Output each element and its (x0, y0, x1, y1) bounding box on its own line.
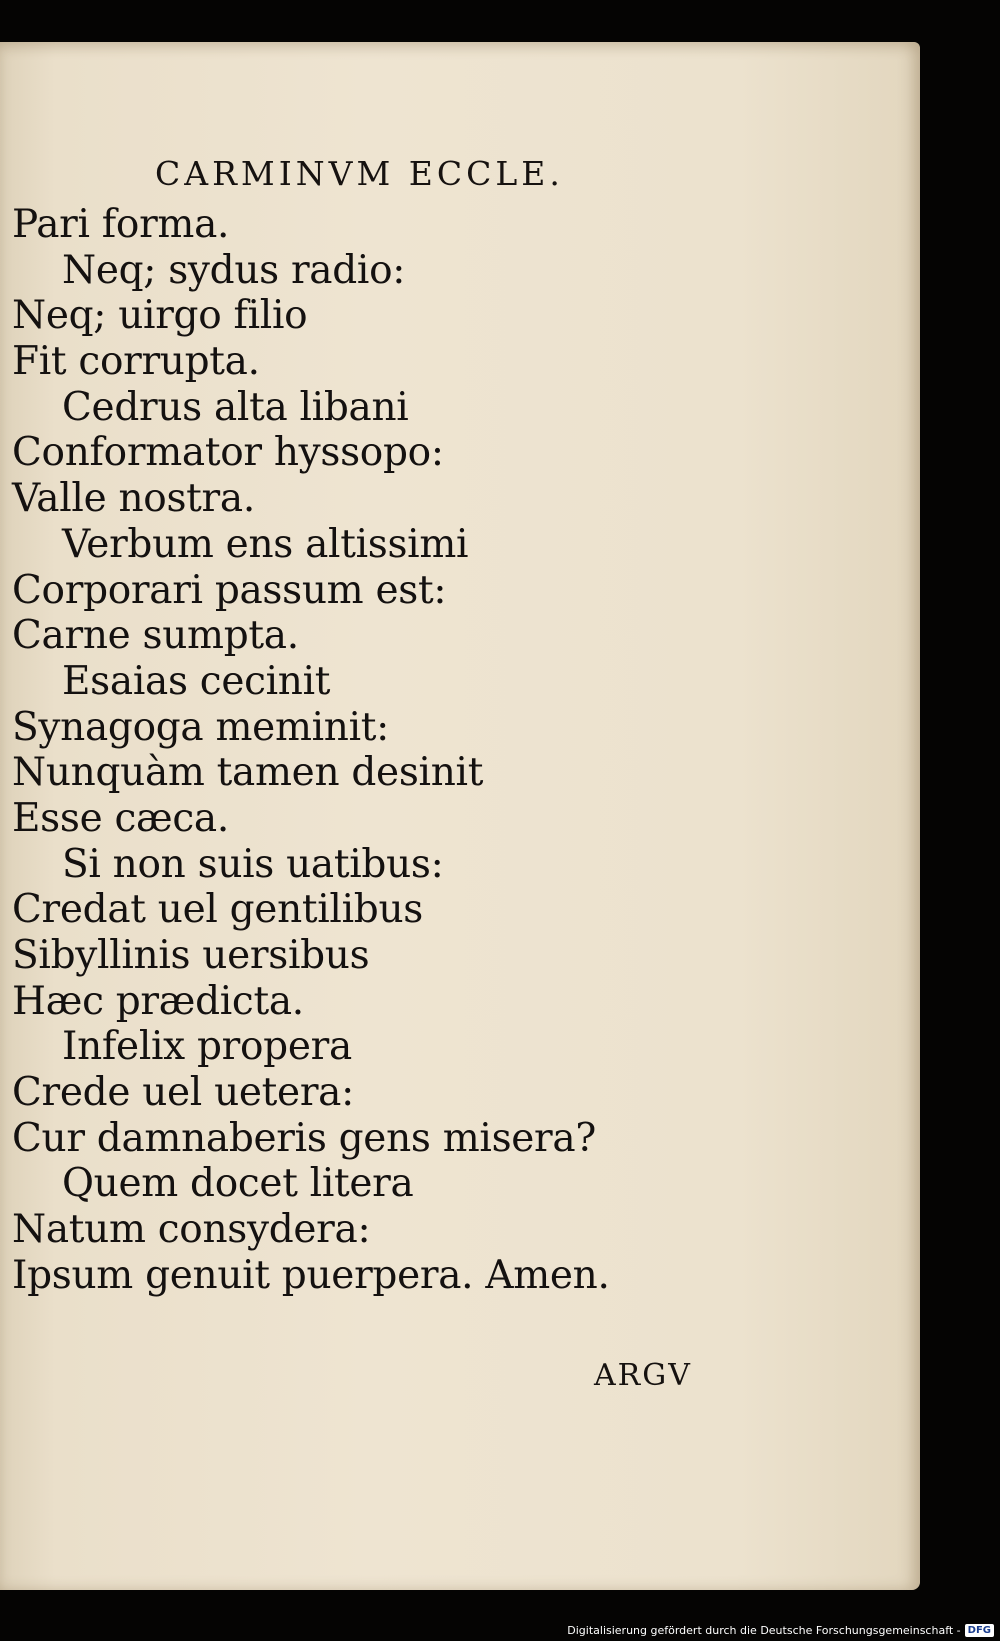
verse-line: Infelix propera (62, 1024, 352, 1070)
verse-line: Neq; sydus radio: (62, 247, 406, 293)
verse-line: Ipsum genuit puerpera. Amen. (12, 1252, 610, 1298)
verse-line: Sibyllinis uersibus (12, 933, 370, 978)
verse-line: Carne sumpta. (12, 613, 299, 659)
verse-line: Verbum ens altissimi (62, 521, 469, 567)
footer-credit-text: Digitalisierung gefördert durch die Deutsche Forschungsgemeinschaft - (567, 1624, 961, 1637)
verse-line: Synagoga meminit: (12, 704, 389, 750)
book-page (0, 42, 920, 1590)
verse-line: Cur damnaberis gens misera? (12, 1115, 596, 1161)
dfg-logo-icon: DFG (965, 1624, 994, 1637)
verse-line: Cedrus alta libani (62, 384, 409, 430)
verse-line: Neq; uirgo filio (12, 293, 308, 339)
verse-line: Nunquàm tamen desinit (12, 750, 484, 796)
verse-line: Crede uel uetera: (12, 1070, 354, 1116)
verse-line: Conformator hyssopo: (12, 430, 444, 476)
catchword: ARGV (594, 1358, 692, 1393)
verse-line: Hæc prædicta. (12, 978, 304, 1024)
verse-line: Corporari passum est: (12, 567, 447, 613)
verse-line: Esse cæca. (12, 795, 229, 841)
verse-line: Pari forma. (12, 202, 230, 247)
verse-line: Quem docet litera (62, 1161, 414, 1207)
verse-line: Si non suis uatibus: (62, 841, 444, 887)
verse-line: Esaias cecinit (62, 658, 331, 704)
verse-line: Fit corrupta. (12, 339, 260, 385)
verse-block (12, 202, 610, 1299)
verse-line: Valle nostra. (12, 476, 255, 522)
verse-line: Credat uel gentilibus (12, 887, 423, 933)
verse-line: Natum consydera: (12, 1207, 371, 1253)
digitization-footer (567, 1624, 994, 1637)
running-header: CARMINVM ECCLE. (155, 154, 564, 193)
